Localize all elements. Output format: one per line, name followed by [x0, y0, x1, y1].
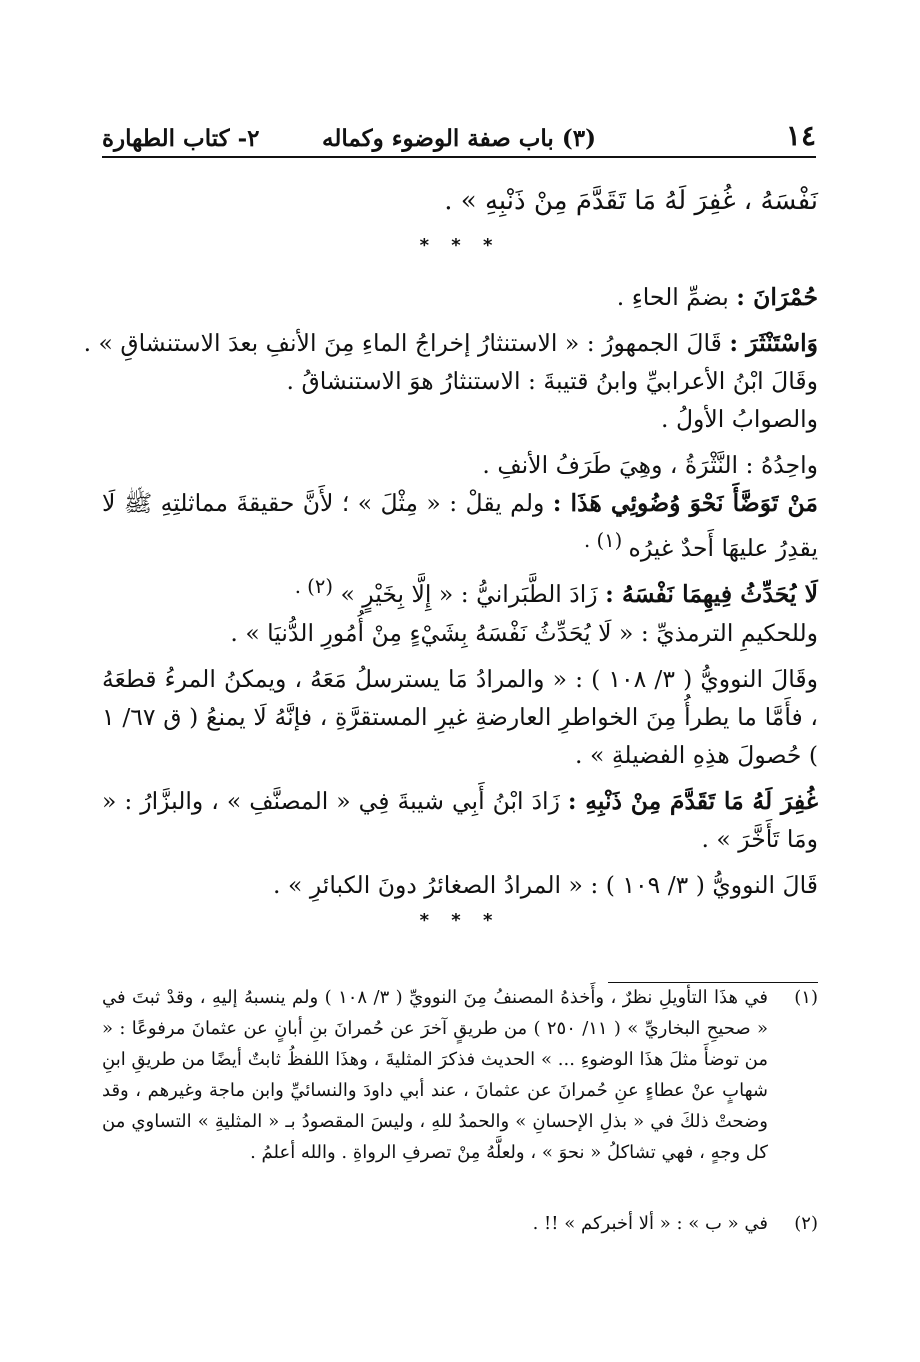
section-separator: * * *	[419, 235, 501, 256]
footnote-text: في « ب » : « ألا أخبركم » !! .	[532, 1213, 768, 1234]
section-separator: * * *	[419, 910, 501, 931]
paragraph-istanthara	[83, 324, 818, 362]
footnote-number: (١)	[794, 987, 818, 1008]
lemma-humran: حُمْرَانَ :	[736, 283, 818, 311]
paragraph-text: زَادَ ابْنُ أَبِي شيبةَ فِي « المصنَّفِ » ، والبزَّارُ : « ومَا تَأَخَّرَ » .	[102, 787, 818, 853]
chapter-title: (٣) باب صفة الوضوء وكماله	[322, 125, 596, 152]
footnote-number: (٢)	[794, 1213, 818, 1234]
paragraph-humran	[102, 278, 818, 316]
paragraph-text: بضمِّ الحاءِ .	[616, 283, 737, 311]
lemma-ghufira: غُفِرَ لَهُ مَا تَقَدَّمَ مِنْ ذَنْبِهِ :	[567, 787, 818, 815]
book-title: ٢- كتاب الطهارة	[102, 125, 260, 152]
page-number: ١٤	[785, 119, 816, 152]
footnote-ref-1[interactable]: (١) .	[584, 529, 629, 552]
paragraph-nawawi-2: قَالَ النوويُّ ( ٣/ ١٠٩ ) : « المرادُ الصغائرُ دونَ الكبائرِ » .	[273, 871, 818, 899]
footnote-2	[102, 1208, 818, 1239]
paragraph-sawab: والصوابُ الأولُ .	[661, 405, 818, 433]
lemma-istanthara: وَاسْتَنْثَرَ :	[729, 329, 818, 357]
paragraph-text: قَالَ الجمهورُ : « الاستنثارُ إخراجُ الماءِ مِنَ الأنفِ بعدَ الاستنشاقِ » .	[83, 329, 730, 357]
paragraph-text: زَادَ الطَّبَرانيُّ : « إِلَّا بِخَيْرٍ »	[332, 579, 606, 608]
paragraph-text: ولم يقلْ : « مِثْلَ » ؛ لأَنَّ حقيقةَ مماثلتِهِ ﷺ لَا يقدِرُ عليهَا أَحدٌ غيرُه	[102, 489, 818, 562]
paragraph-hadith-end: نَفْسَهُ ، غُفِرَ لَهُ مَا تَقَدَّمَ مِنْ ذَنْبِهِ » .	[444, 186, 818, 216]
paragraph-tirmidhi: وللحكيمِ الترمذيِّ : « لَا يُحَدِّثُ نَفْسَهُ بِشَيْءٍ مِنْ أُمُورِ الدُّنيَا » .	[230, 619, 818, 647]
paragraph-ghufira	[102, 782, 818, 858]
running-header	[102, 112, 816, 158]
paragraph-nathra: واحِدُهُ : النَّثْرَةُ ، وهِيَ طَرَفُ الأنفِ .	[482, 451, 818, 479]
paragraph-nawawi-1: وقَالَ النوويُّ ( ٣/ ١٠٨ ) : « والمرادُ مَا يسترسلُ مَعَهُ ، ويمكنُ المرءُ قطعَهُ ، فأَمَّا ما يطرأُ مِنَ الخواطرِ العارضةِ غيرِ المستقرَّةِ ، فإنَّهُ لَا يمنعُ ( ق ٦٧/ ١ ) حُصولَ هذِهِ الفضيلةِ » .	[102, 665, 819, 769]
lemma-la-yuhaddith: لَا يُحَدِّثُ فِيهِمَا نَفْسَهُ :	[605, 579, 818, 608]
footnote-ref-2[interactable]: (٢) .	[294, 575, 333, 598]
footnote-text: في هذَا التأويلِ نظرٌ ، وأَخذهُ المصنفُ مِنَ النوويِّ ( ٣/ ١٠٨ ) ولم ينسبهُ إليهِ ، وقدْ ثبتَ في « صحيحِ البخاريِّ » ( ١١/ ٢٥٠ ) من طريقٍ آخرَ عن حُمرانَ بنِ أبانٍ عن عثمانَ مرفوعًا : « من توضأَ مثلَ هذَا الوضوءِ ... » الحديث فذكرَ المثليةَ ، وهذَا اللفظُ ثابتٌ أيضًا من طريقِ ابنِ شهابٍ عنْ عطاءٍ عنِ حُمرانَ عن عثمانَ ، عند أبي داودَ والنسائيِّ وابن ماجة وغيرهم ، وقد وضحتْ ذلكَ في « بذلِ الإحسانِ » والحمدُ للهِ ، وليسَ المقصودُ بـ « المثليةِ » التساوي من كل وجهٍ ، فهي تشاكلُ « نحوَ » ، ولعلَّهُ مِنْ تصرفِ الرواةِ . والله أعلمُ .	[102, 987, 768, 1163]
paragraph-la-yuhaddith	[102, 568, 818, 613]
footnote-1	[102, 982, 818, 1168]
paragraph-tawadda	[102, 484, 818, 567]
lemma-tawadda: مَنْ تَوَضَّأَ نَحْوَ وُضُوئِي هَذَا :	[552, 489, 819, 517]
paragraph-ibn-alarabi: وقَالَ ابْنُ الأعرابيِّ وابنُ قتيبةَ : الاستنثارُ هوَ الاستنشاقُ .	[286, 367, 818, 395]
